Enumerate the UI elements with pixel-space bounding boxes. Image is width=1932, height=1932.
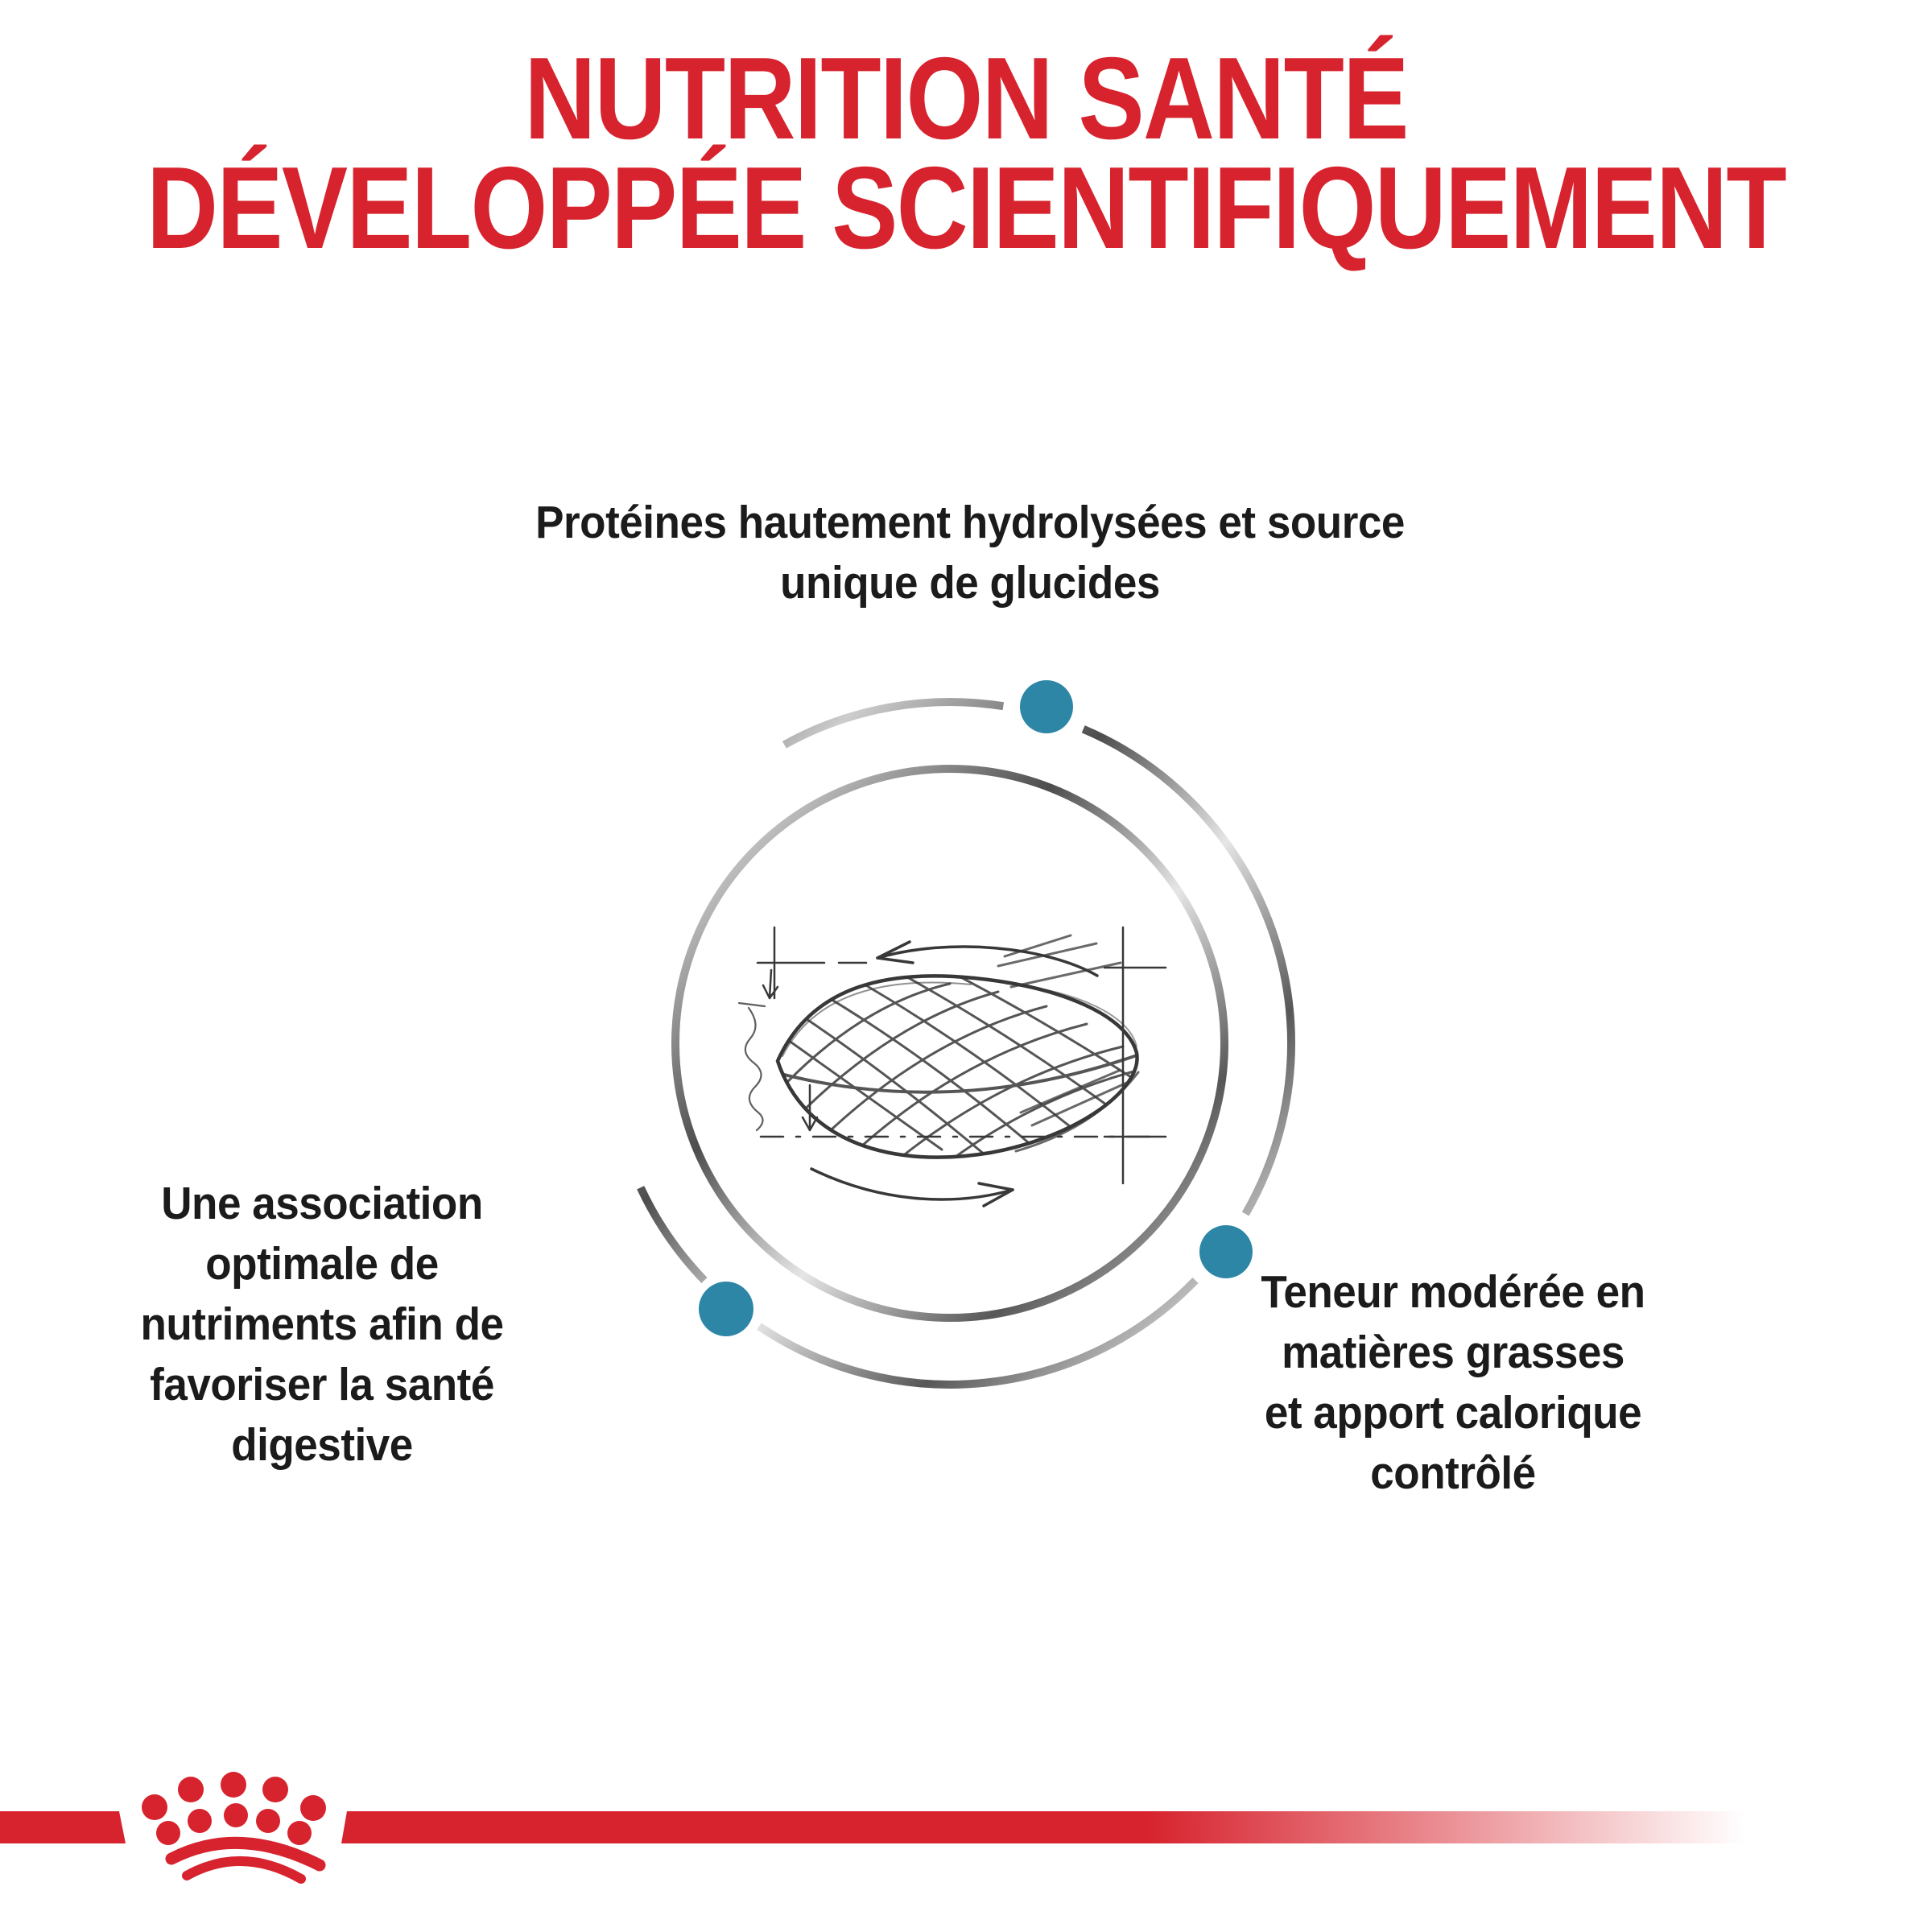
digestive-benefit-marker-dot bbox=[699, 1282, 753, 1336]
page-title-line-2: DÉVELOPPÉE SCIENTIFIQUEMENT bbox=[147, 142, 1785, 273]
rotation-arrow-top bbox=[877, 942, 1097, 976]
callout-digestive bbox=[82, 1174, 561, 1476]
kibble-sketch-illustration bbox=[739, 927, 1166, 1206]
callout-digestive-line-1: Une association bbox=[161, 1178, 483, 1229]
callout-fat-calorie-line-4: contrôlé bbox=[1370, 1447, 1536, 1499]
callout-protein-line-2: unique de glucides bbox=[780, 557, 1160, 609]
callout-digestive-line-4: favoriser la santé bbox=[150, 1359, 494, 1410]
callout-digestive-line-2: optimale de bbox=[205, 1238, 439, 1290]
royal-canin-crown-icon bbox=[142, 1772, 326, 1879]
callout-protein-line-1: Protéines hautement hydrolysées et source bbox=[535, 497, 1405, 548]
callout-fat-calorie-line-3: et apport calorique bbox=[1264, 1387, 1642, 1439]
callout-digestive-line-5: digestive bbox=[231, 1419, 413, 1471]
callout-fat-calorie-line-2: matières grasses bbox=[1282, 1327, 1624, 1378]
rotation-arrow-bottom bbox=[811, 1169, 1013, 1206]
callout-protein bbox=[409, 493, 1532, 613]
protein-benefit-marker-dot bbox=[1020, 680, 1073, 733]
callout-fat-calorie bbox=[1221, 1262, 1686, 1504]
callout-digestive-line-3: nutriments afin de bbox=[140, 1298, 504, 1350]
callout-fat-calorie-line-1: Teneur modérée en bbox=[1261, 1266, 1645, 1318]
sketch-signature bbox=[739, 1003, 765, 1130]
page-title-line-1: NUTRITION SANTÉ bbox=[524, 33, 1408, 163]
page-title bbox=[145, 33, 1787, 273]
outer-ring-segments bbox=[641, 702, 1291, 1385]
